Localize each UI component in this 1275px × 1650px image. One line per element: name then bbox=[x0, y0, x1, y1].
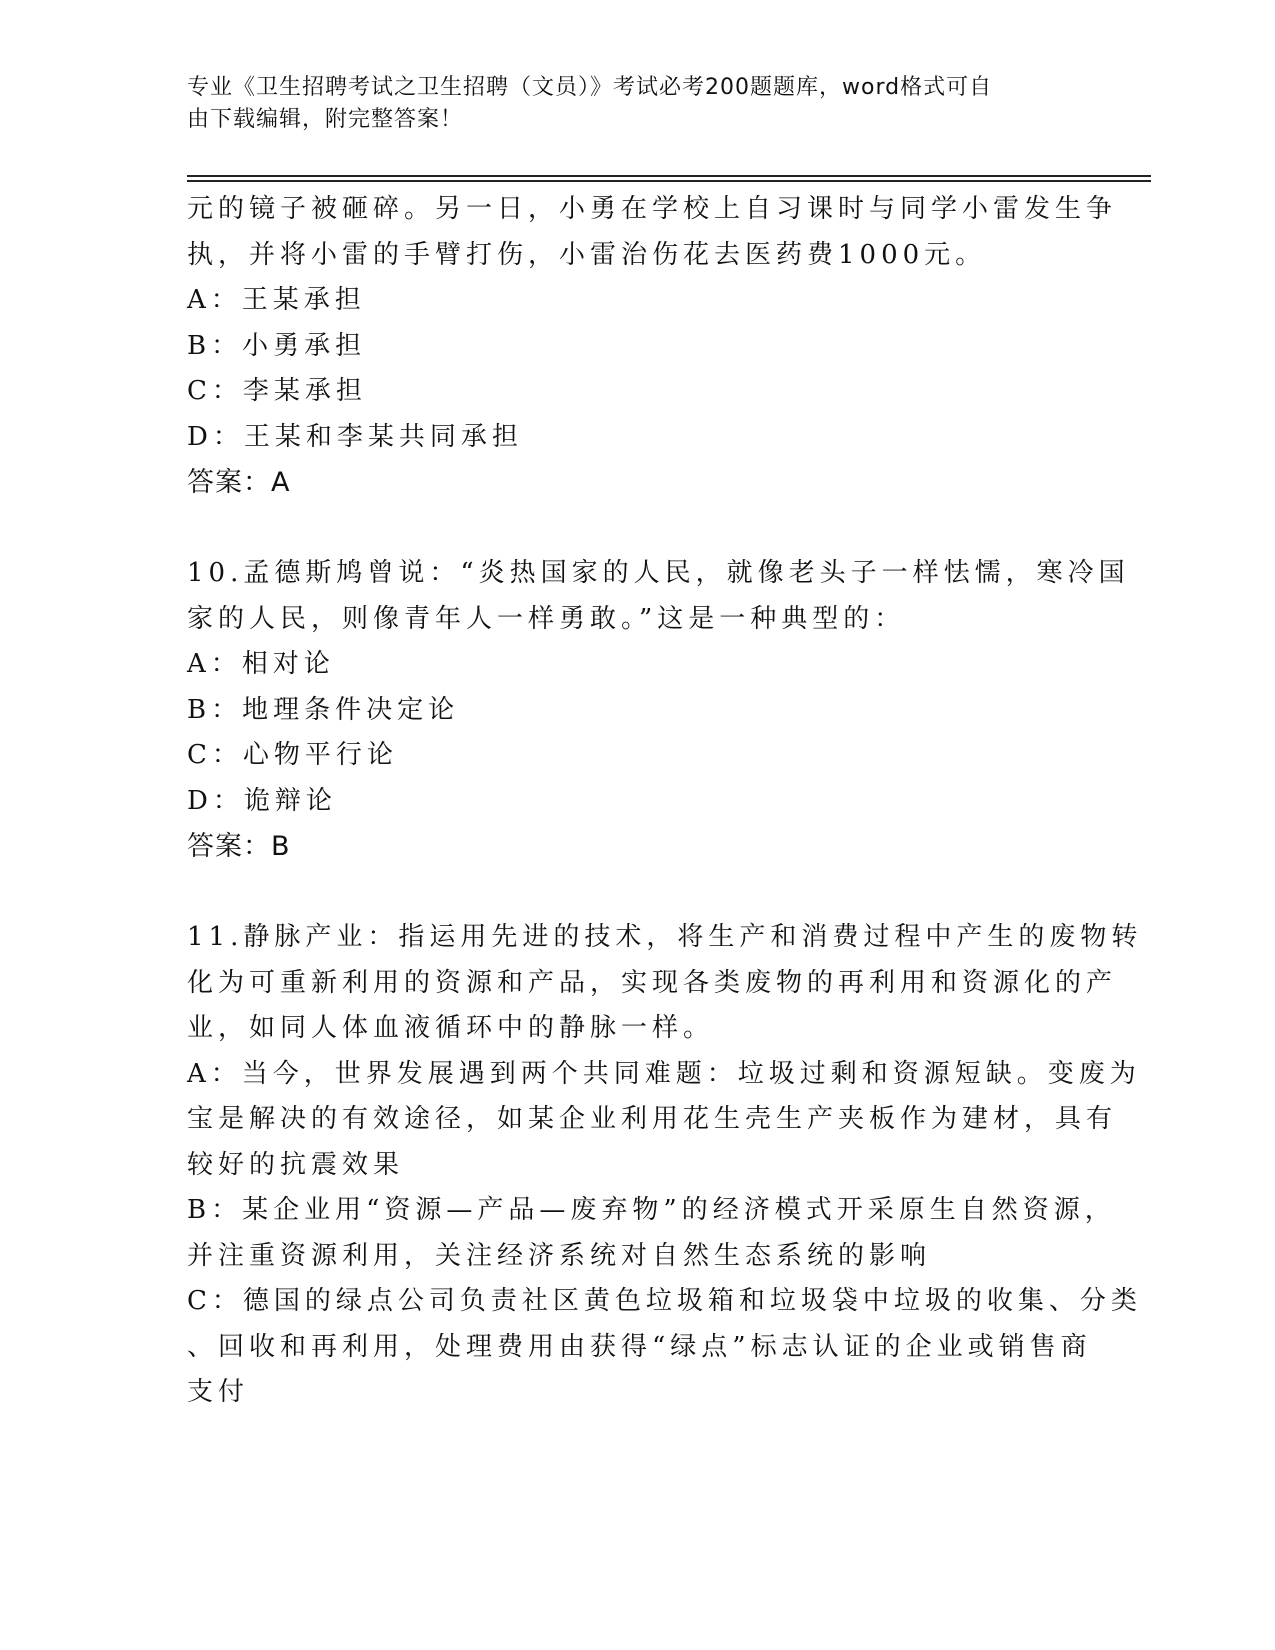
question-10 bbox=[187, 551, 1130, 870]
option-b: B：小勇承担 bbox=[187, 330, 367, 361]
question-stem-line: 11.静脉产业：指运用先进的技术，将生产和消费过程中产生的废物转 bbox=[187, 922, 1143, 952]
header-divider-bottom bbox=[187, 180, 1151, 182]
option-line: 、回收和再利用，处理费用由获得“绿点”标志认证的企业或销售商 bbox=[187, 1331, 1092, 1362]
option-c: C：心物平行论 bbox=[187, 740, 398, 770]
question-stem-line: 元的镜子被砸碎。另一日，小勇在学校上自习课时与同学小雷发生争 bbox=[187, 194, 1118, 224]
option-line: 支付 bbox=[187, 1377, 250, 1407]
option-a: A：相对论 bbox=[187, 649, 335, 679]
question-stem-line: 化为可重新利用的资源和产品，实现各类废物的再利用和资源化的产 bbox=[187, 967, 1118, 998]
option-line: B：某企业用“资源—产品—废弃物”的经济模式开采原生自然资源， bbox=[187, 1195, 1116, 1225]
question-11 bbox=[187, 915, 1143, 1416]
spacer bbox=[187, 870, 1087, 916]
option-c: C：李某承担 bbox=[187, 376, 367, 406]
option-b: B：地理条件决定论 bbox=[187, 694, 460, 725]
question-stem-line: 家的人民，则像青年人一样勇敢。”这是一种典型的： bbox=[187, 603, 906, 634]
question-stem-line: 执，并将小雷的手臂打伤，小雷治伤花去医药费1000元。 bbox=[187, 239, 987, 270]
question-stem-line: 10.孟德斯鸠曾说：“炎热国家的人民，就像老头子一样怯懦，寒冷国 bbox=[187, 558, 1130, 588]
question-stem-line: 业，如同人体血液循环中的静脉一样。 bbox=[187, 1013, 715, 1043]
option-line: 并注重资源利用，关注经济系统对自然生态系统的影响 bbox=[187, 1240, 932, 1271]
header-divider-top bbox=[187, 175, 1151, 177]
option-line: 较好的抗震效果 bbox=[187, 1149, 405, 1180]
option-line: 宝是解决的有效途径，如某企业利用花生壳生产夹板作为建材，具有 bbox=[187, 1104, 1118, 1134]
question-9 bbox=[187, 187, 1118, 506]
document-body bbox=[187, 187, 1143, 1416]
option-line: A：当今，世界发展遇到两个共同难题：垃圾过剩和资源短缺。变废为 bbox=[187, 1058, 1141, 1089]
answer: 答案：B bbox=[187, 831, 291, 862]
spacer bbox=[187, 506, 1087, 552]
option-line: C：德国的绿点公司负责社区黄色垃圾箱和垃圾袋中垃圾的收集、分类 bbox=[187, 1286, 1142, 1316]
option-d: D：王某和李某共同承担 bbox=[187, 421, 523, 452]
document-header: 专业《卫生招聘考试之卫生招聘（文员）》考试必考200题题库，word格式可自 由下载编辑，附完整答案！ bbox=[187, 75, 993, 132]
option-d: D：诡辩论 bbox=[187, 785, 337, 816]
option-a: A：王某承担 bbox=[187, 285, 366, 315]
answer: 答案：A bbox=[187, 467, 291, 498]
